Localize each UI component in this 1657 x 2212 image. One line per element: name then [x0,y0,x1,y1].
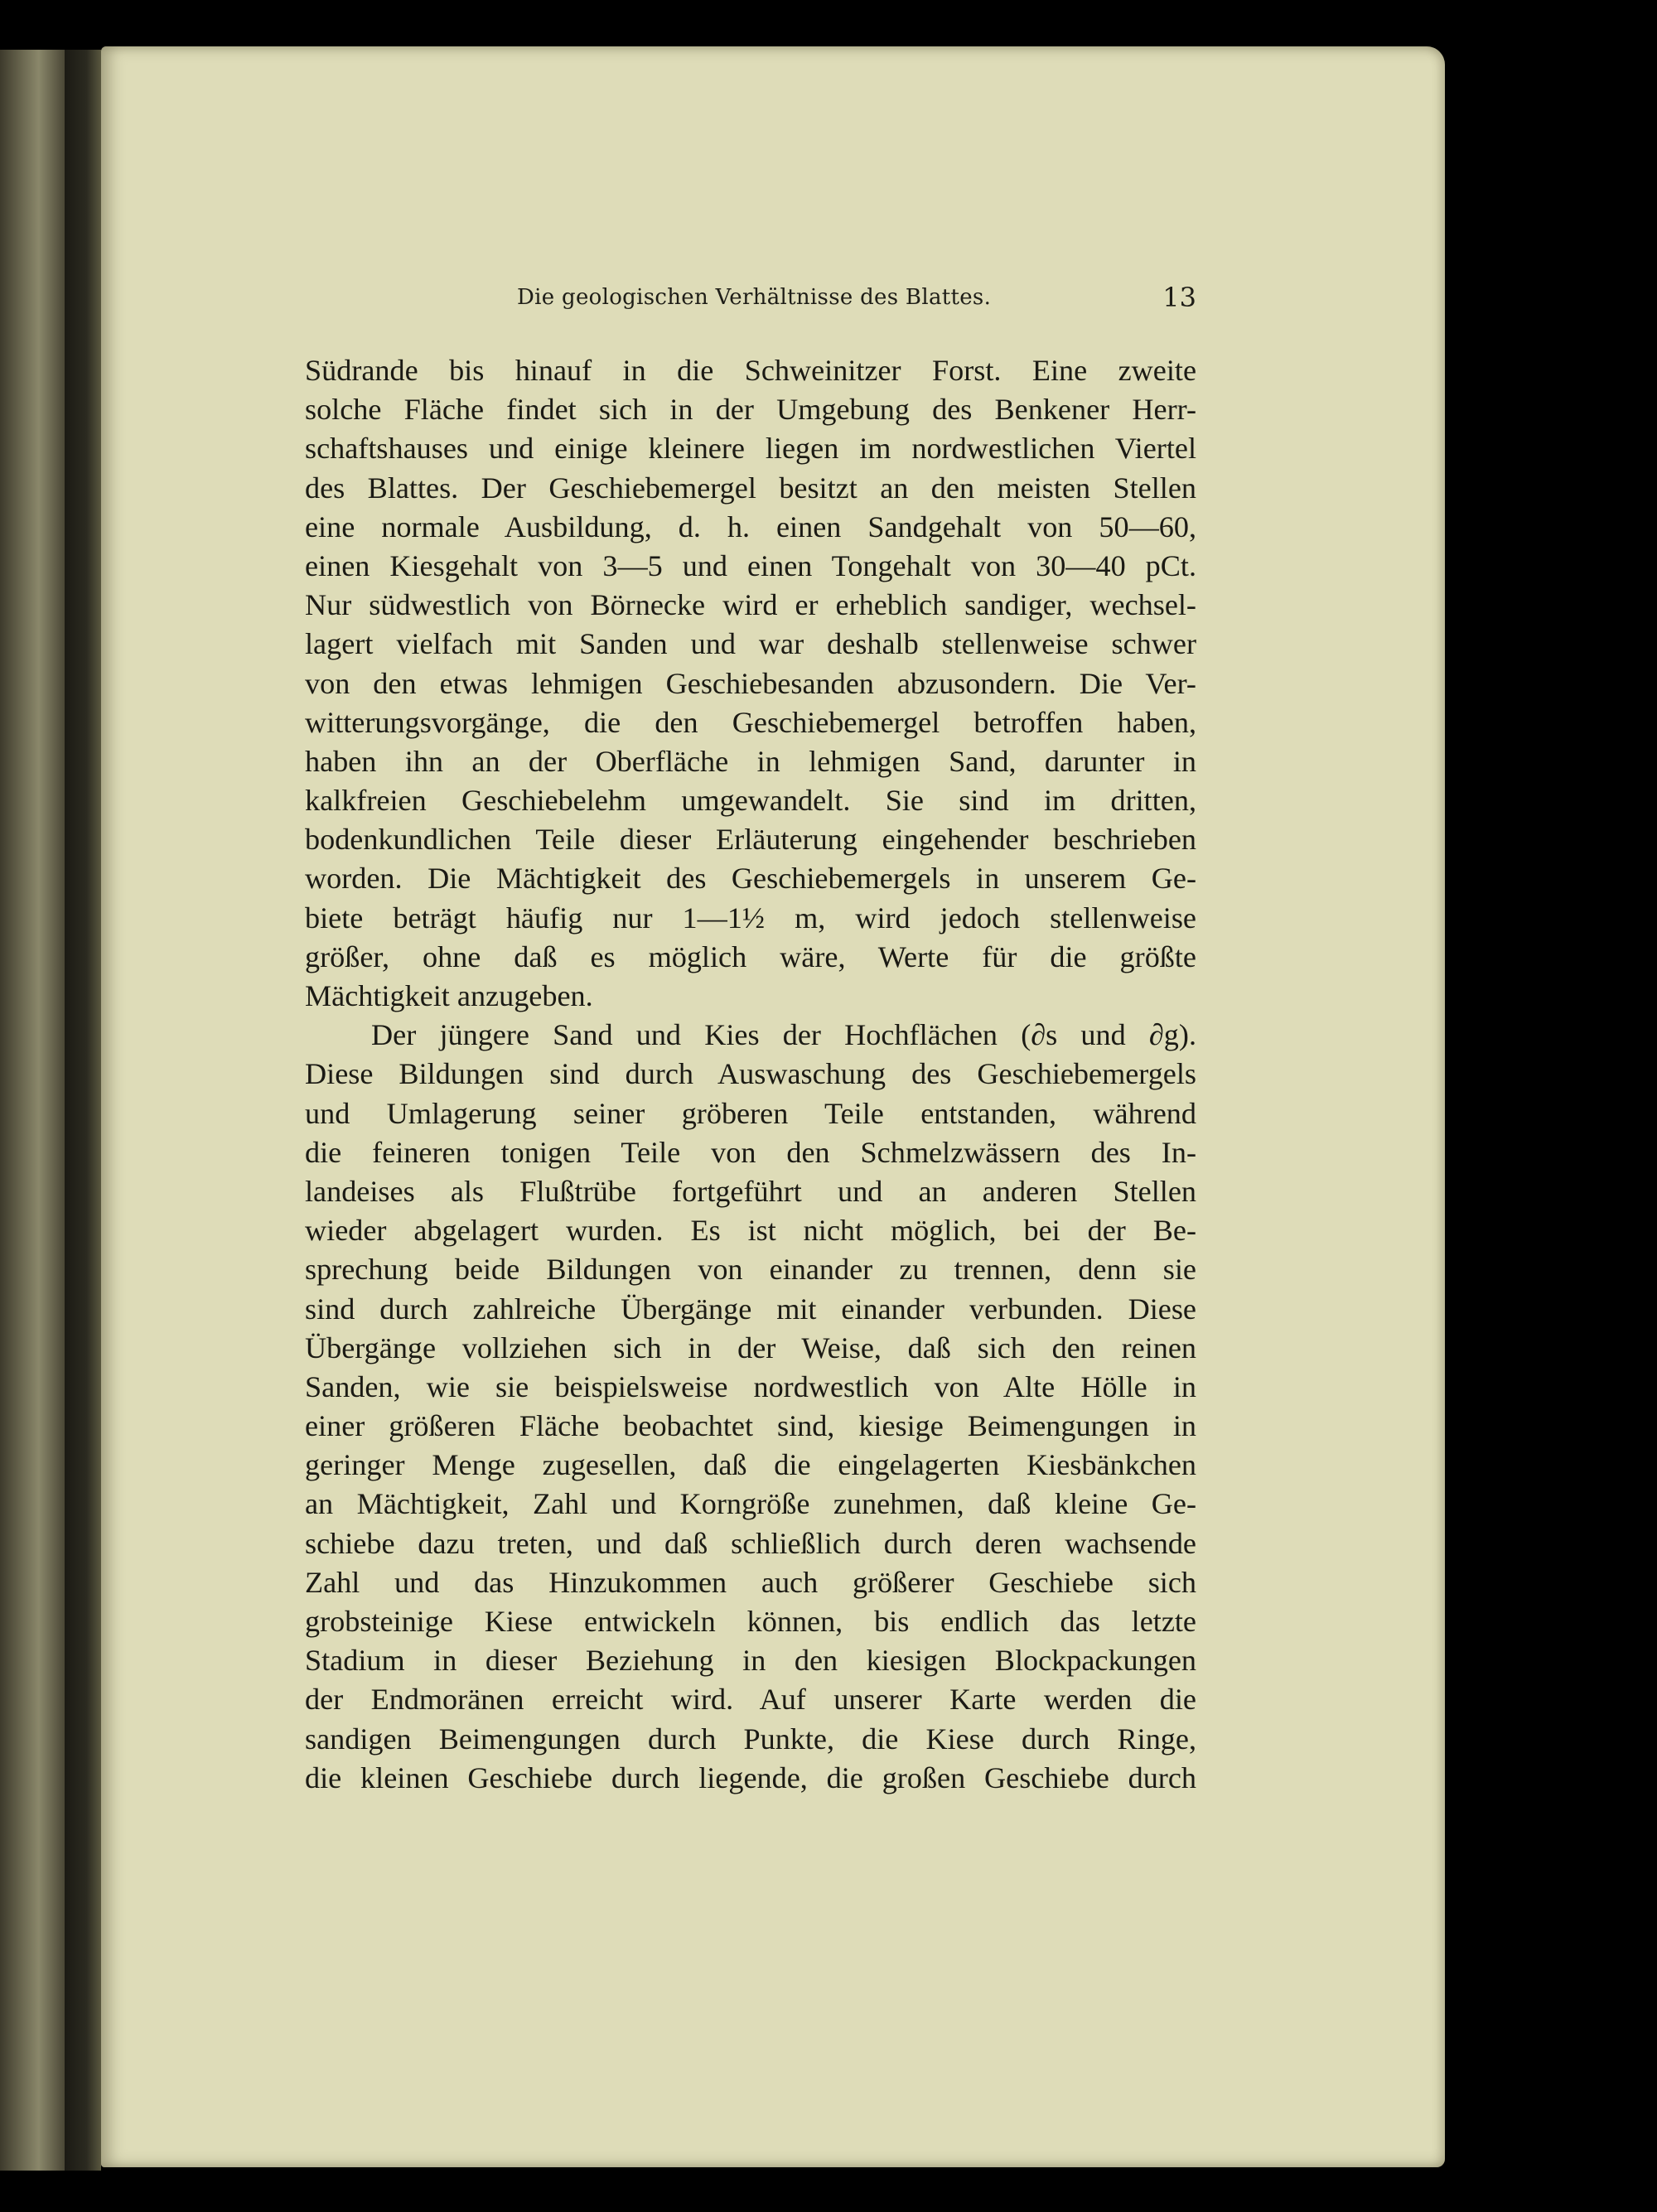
text-line: einer größeren Fläche beobachtet sind, kiesige Beimengungen in [305,1409,1196,1443]
text-line: an Mächtigkeit, Zahl und Korngröße zunehmen, daß kleine Ge- [305,1487,1196,1521]
text-line: die feineren tonigen Teile von den Schmelzwässern des In- [305,1135,1196,1169]
text-line: solche Fläche findet sich in der Umgebung des Benkener Herr- [305,393,1196,427]
text-line: Diese Bildungen sind durch Auswaschung des Geschiebemergels [305,1057,1196,1091]
text-line: die kleinen Geschiebe durch liegende, die großen Geschiebe durch [305,1760,1196,1794]
text-line: kalkfreien Geschiebelehm umgewandelt. Sie sind im dritten, [305,784,1196,818]
text-line: bodenkundlichen Teile dieser Erläuterung eingehender beschrieben [305,823,1196,857]
book-gutter [65,50,101,2171]
running-head [305,280,1196,323]
text-line: sandigen Beimengungen durch Punkte, die Kiese durch Ringe, [305,1722,1196,1756]
text-line: des Blattes. Der Geschiebemergel besitzt an den meisten Stellen [305,471,1196,505]
text-line: von den etwas lehmigen Geschiebesanden abzusondern. Die Ver- [305,666,1196,700]
text-line: lagert vielfach mit Sanden und war deshalb stellenweise schwer [305,627,1196,661]
text-line: wieder abgelagert wurden. Es ist nicht möglich, bei der Be- [305,1214,1196,1248]
text-line: landeises als Flußtrübe fortgeführt und an anderen Stellen [305,1174,1196,1208]
text-line: geringer Menge zugesellen, daß die eingelagerten Kiesbänkchen [305,1448,1196,1482]
text-line: Südrande bis hinauf in die Schweinitzer Forst. Eine zweite [305,354,1196,387]
text-line: sprechung beide Bildungen von einander zu trennen, denn sie [305,1253,1196,1287]
text-line: Sanden, wie sie beispielsweise nordwestlich von Alte Hölle in [305,1369,1196,1403]
section-heading-line: Der jüngere Sand und Kies der Hochflächen (∂s und ∂g). [371,1018,1196,1052]
text-line: biete beträgt häufig nur 1—1½ m, wird jedoch stellenweise [305,901,1196,935]
text-line: Stadium in dieser Beziehung in den kiesigen Blockpackungen [305,1644,1196,1678]
text-line: schiebe dazu treten, und daß schließlich durch deren wachsende [305,1526,1196,1560]
page-number: 13 [1162,282,1196,313]
text-line: und Umlagerung seiner gröberen Teile entstanden, während [305,1096,1196,1130]
text-line: sind durch zahlreiche Übergänge mit einander verbunden. Diese [305,1292,1196,1326]
left-page-edge [0,50,65,2171]
running-head-title: Die geologischen Verhältnisse des Blattes. [517,285,992,310]
text-line: größer, ohne daß es möglich wäre, Werte für die größte [305,939,1196,973]
text-line: haben ihn an der Oberfläche in lehmigen Sand, darunter in [305,744,1196,778]
text-line: Zahl und das Hinzukommen auch größerer Geschiebe sich [305,1565,1196,1599]
text-line: eine normale Ausbildung, d. h. einen Sandgehalt von 50—60, [305,510,1196,543]
body-text [305,351,1196,1798]
text-line: worden. Die Mächtigkeit des Geschiebemergels in unserem Ge- [305,862,1196,896]
text-line: schaftshauses und einige kleinere liegen im nordwestlichen Viertel [305,432,1196,466]
text-line: Nur südwestlich von Börnecke wird er erheblich sandiger, wechsel- [305,588,1196,622]
paragraph-end-line: Mächtigkeit anzugeben. [305,979,593,1012]
text-line: grobsteinige Kiese entwickeln können, bis endlich das letzte [305,1605,1196,1638]
text-line: einen Kiesgehalt von 3—5 und einen Tongehalt von 30—40 pCt. [305,548,1196,582]
text-line: Übergänge vollziehen sich in der Weise, daß sich den reinen [305,1331,1196,1364]
text-line: der Endmoränen erreicht wird. Auf unserer Karte werden die [305,1683,1196,1717]
text-line: witterungsvorgänge, die den Geschiebemergel betroffen haben, [305,705,1196,739]
